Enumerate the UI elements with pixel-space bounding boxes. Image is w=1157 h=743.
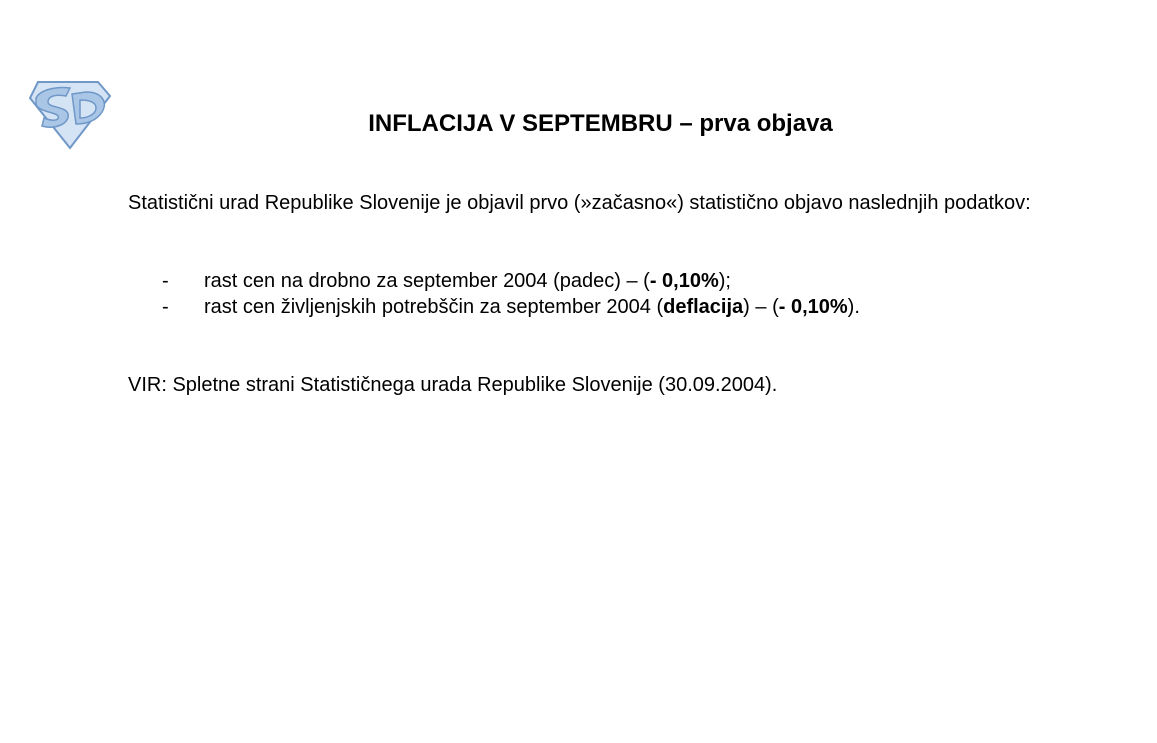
source-note: VIR: Spletne strani Statističnega urada Republike Slovenije (30.09.2004). [128,374,778,396]
bullet-text: rast cen življenjskih potrebščin za september 2004 ( [204,296,664,318]
list-item [128,268,1072,294]
bullet-marker: - [162,270,169,292]
list-item [128,294,1072,320]
intro-paragraph: Statistični urad Republike Slovenije je objavil prvo (»začasno«) statistično objavo naslednjih podatkov: [128,192,1031,214]
bullet-text-middle: ) – ( [743,296,779,318]
bullet-marker: - [162,296,169,318]
document-title: INFLACIJA V SEPTEMBRU – prva objava [368,110,833,137]
bullet-list [128,268,1072,320]
bullet-text: rast cen na drobno za september 2004 (padec) – ( [204,270,650,292]
bullet-text-end: ). [847,296,860,318]
bullet-value: - 0,10% [649,270,719,292]
bullet-text-end: ); [718,270,731,292]
bullet-term: deflacija [663,296,744,318]
bullet-value: - 0,10% [778,296,848,318]
